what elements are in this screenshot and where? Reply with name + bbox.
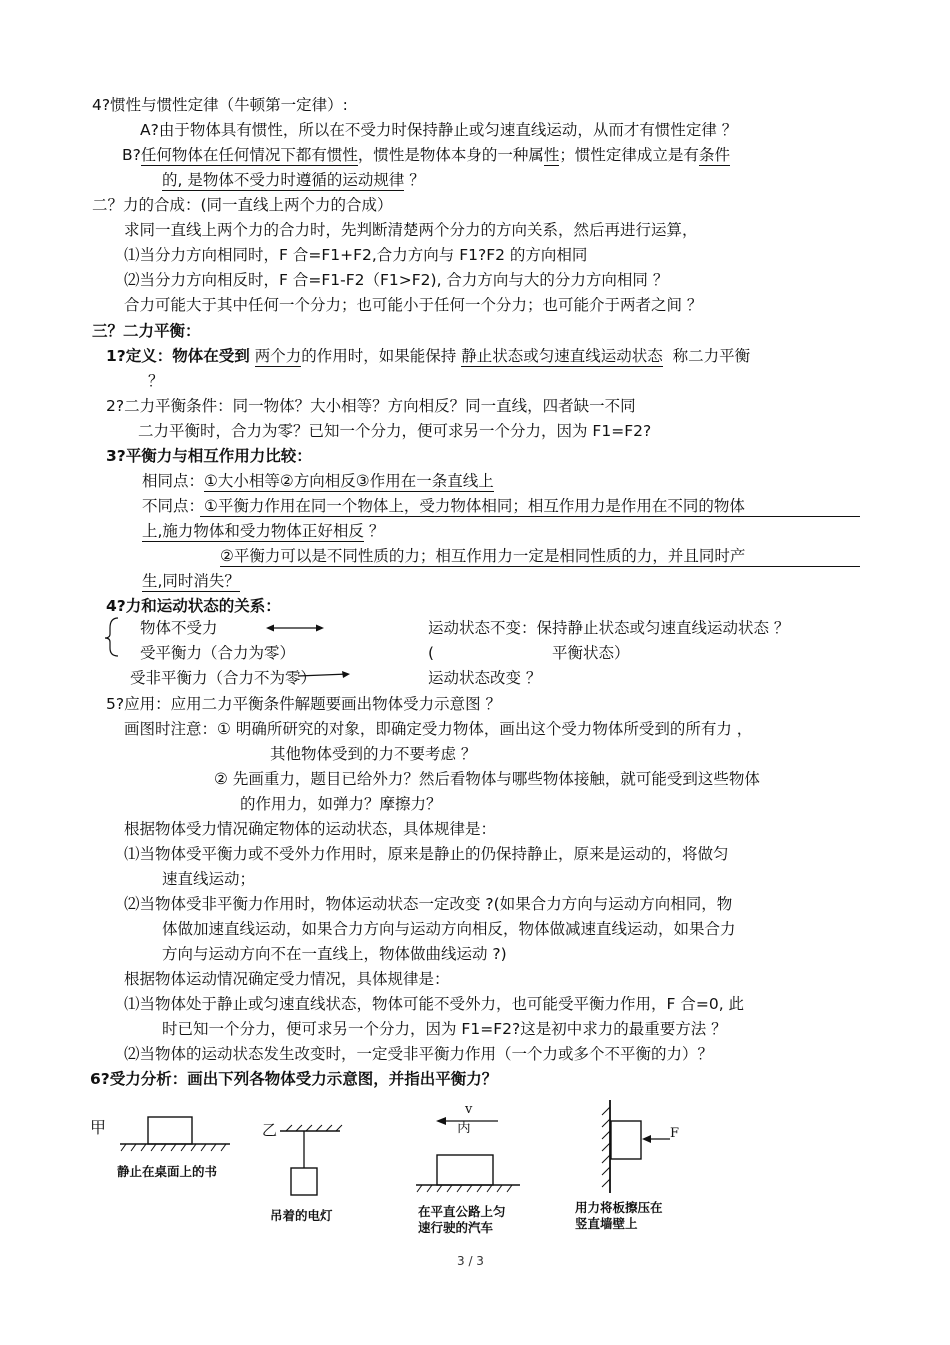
caption-book: 静止在桌面上的书 [117,1164,218,1179]
eraser-icon [611,1121,641,1159]
motion-rule2: ⑵当物体的运动状态发生改变时，一定受非平衡力作用（一个力或多个不平衡的力）？ [124,1045,714,1063]
label-jia: 甲 [90,1118,107,1137]
relation-r2-right: 平衡状态） [552,644,630,662]
diagram-hanging-lamp [280,1125,342,1195]
rule1-line1: ⑴当物体受平衡力或不受外力作用时，原来是静止的仍保持静止，原来是运动的，将做匀 [124,845,729,863]
brace-icon [105,618,118,656]
composition-line3: ⑵当分力方向相反时，F 合=F1-F2（F1>F2), 合力方向与大的分力方向相同 ？ [124,271,669,289]
caption-car-line2: 速行驶的汽车 [418,1220,494,1235]
balance-condition-title: 2?二力平衡条件：同一物体？大小相等？方向相反？同一直线，四者缺一不同 [106,397,636,415]
compare-diff-line3: ②平衡力可以是不同性质的力；相互作用力一定是相同性质的力，并且同时产 [220,547,746,565]
diagram-book-on-table [120,1117,230,1151]
hatch-icon [286,1125,342,1131]
relation-r1-left: 物体不受力 [140,619,218,637]
rule2-line1: ⑵当物体受非平衡力作用时，物体运动状态一定改变 ?(如果合力方向与运动方向相同，物 [124,895,733,913]
hatch-icon [417,1185,512,1192]
diagram-eraser-on-wall [602,1100,670,1193]
balance-definition-q: ？ [148,372,164,390]
compare-same: 相同点：①大小相等②方向相反③作用在一条直线上 [142,472,494,490]
motion-rule-title: 根据物体运动情况确定受力情况，具体规律是： [124,970,450,988]
composition-line1: 求同一直线上两个力的合力时，先判断清楚两个分力的方向关系，然后再进行运算， [124,221,698,239]
caption-eraser-line2: 竖直墙壁上 [575,1216,638,1231]
balance-definition: 1?定义：物体在受到 两个力的作用时，如果能保持 静止状态或匀速直线运动状态 称二力平衡 [106,347,751,365]
motion-rule1-line1: ⑴当物体处于静止或匀速直线状态，物体可能不受外力，也可能受平衡力作用，F 合=0, 此 [124,995,745,1013]
inertia-a: A?由于物体具有惯性，所以在不受力时保持静止或匀速直线运动，从而才有惯性定律 ？ [140,121,738,139]
inertia-b-line2: 的, 是物体不受力时遵循的运动规律 ？ [162,171,425,189]
compare-diff-line4: 生,同时消失？ [142,572,240,590]
note-line4: 的作用力，如弹力？摩擦力？ [240,795,442,813]
relation-title: 4?力和运动状态的关系： [106,597,281,615]
section-composition-title: 二？力的合成：(同一直线上两个力的合成） [92,196,393,214]
compare-title: 3?平衡力与相互作用力比较： [106,447,312,465]
composition-line4: 合力可能大于其中任何一个分力；也可能小于任何一个分力；也可能介于两者之间 ？ [124,296,703,314]
force-analysis-title: 6?受力分析：画出下列各物体受力示意图，并指出平衡力？ [90,1070,498,1088]
label-force: F [670,1126,680,1141]
relation-r3-right: 运动状态改变 ？ [428,669,542,687]
relation-r3-left: 受非平衡力（合力不为零） [130,669,317,687]
inertia-b-line1: B?任何物体在任何情况下都有惯性，惯性是物体本身的一种属性；惯性定律成立是有条件 [122,146,730,164]
underline [200,516,860,517]
underline [220,566,860,567]
label-bing: 丙 [457,1120,471,1136]
page-number: 3 / 3 [457,1254,484,1268]
caption-car-line1: 在平直公路上匀 [418,1204,506,1219]
section-balance-title: 三？二力平衡： [92,322,201,340]
lamp-icon [291,1168,317,1195]
note-line1: 画图时注意：① 明确所研究的对象，即确定受力物体，画出这个受力物体所受到的所有力 ， [124,720,753,738]
caption-lamp: 吊着的电灯 [270,1208,333,1223]
relation-r2-left: 受平衡力（合力为零） [140,644,296,662]
rule2-line3: 方向与运动方向不在一直线上，物体做曲线运动 ?) [162,945,507,963]
caption-eraser-line1: 用力将板擦压在 [575,1200,663,1215]
application-title: 5?应用：应用二力平衡条件解题要画出物体受力示意图 ？ [106,695,502,713]
motion-rule1-line2: 时已知一个分力，便可求另一个分力，因为 F1=F2?这是初中求力的最重要方法 ？ [162,1020,727,1038]
rule-title: 根据物体受力情况确定物体的运动状态，具体规律是： [124,820,497,838]
book-icon [148,1117,192,1144]
section-inertia-title: 4?惯性与惯性定律（牛顿第一定律）: [92,96,348,114]
note-line2: 其他物体受到的力不要考虑 ？ [270,745,477,763]
relation-r1-right: 运动状态不变：保持静止状态或匀速直线运动状态 ？ [428,619,790,637]
hatch-icon [121,1144,226,1151]
hatch-icon [602,1107,610,1187]
rule2-line2: 体做加速直线运动，如果合力方向与运动方向相反，物体做减速直线运动，如果合力 [162,920,736,938]
balance-condition-line: 二力平衡时，合力为零？已知一个分力，便可求另一个分力，因为 F1=F2? [138,422,652,440]
relation-r2-paren: ( [428,644,435,662]
label-yi: 乙 [262,1121,278,1139]
note-line3: ② 先画重力，题目已给外力？然后看物体与哪些物体接触，就可能受到这些物体 [214,770,760,788]
compare-diff-line2: 上,施力物体和受力物体正好相反 ？ [142,522,385,540]
compare-diff-line1: 不同点：①平衡力作用在同一个物体上，受力物体相同；相互作用力是作用在不同的物体 [142,497,745,515]
composition-line2: ⑴当分力方向相同时，F 合=F1+F2,合力方向与 F1?F2 的方向相同 [124,246,588,264]
label-velocity: v [465,1102,473,1117]
car-icon [437,1155,493,1185]
rule1-line2: 速直线运动； [162,870,256,888]
